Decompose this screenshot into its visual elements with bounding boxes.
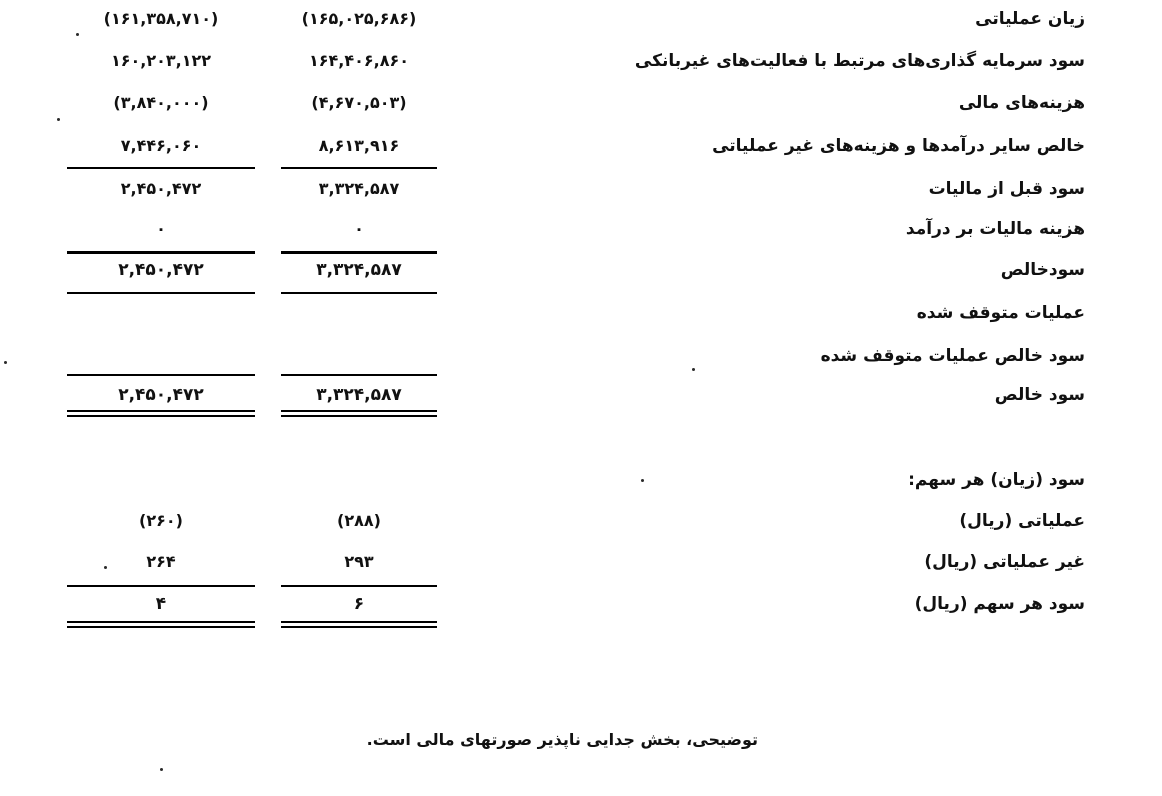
amount-left-col: (۲۶۰) <box>139 511 183 530</box>
row-label: سود سرمایه گذاری‌های مرتبط با فعالیت‌های غیربانکی <box>634 51 1085 71</box>
amount-middle-col: ۲۹۳ <box>344 552 374 571</box>
statement-row <box>0 49 1162 73</box>
amount-left-col: (۱۶۱,۳۵۸,۷۱۰) <box>103 9 219 28</box>
amount-middle-col: ۳,۳۲۴,۵۸۷ <box>316 385 402 405</box>
scan-artifact-dot <box>57 118 60 121</box>
statement-row <box>0 301 1162 325</box>
amount-left-col: ۰ <box>156 219 166 238</box>
statement-row <box>0 91 1162 115</box>
row-label: هزینه مالیات بر درآمد <box>905 219 1085 239</box>
amount-left-col: ۲,۴۵۰,۴۷۲ <box>118 385 204 405</box>
statement-row <box>0 550 1162 574</box>
statement-row <box>0 468 1162 492</box>
amount-left-col: ۲,۴۵۰,۴۷۲ <box>120 179 202 198</box>
row-label: سود خالص عملیات متوقف شده <box>820 346 1085 366</box>
row-label: سود قبل از مالیات <box>928 179 1085 199</box>
scan-artifact-dot <box>76 33 79 36</box>
scan-artifact-dot <box>160 768 163 771</box>
underline <box>67 251 255 254</box>
double-underline <box>281 410 437 417</box>
scan-artifact-dot <box>692 368 695 371</box>
underline <box>281 585 437 587</box>
amount-middle-col: ۰ <box>354 219 364 238</box>
statement-row <box>0 592 1162 616</box>
row-label: غیر عملیاتی (ریال) <box>924 552 1085 572</box>
scan-artifact-dot <box>104 566 107 569</box>
statement-row <box>0 509 1162 533</box>
amount-middle-col: ۸,۶۱۳,۹۱۶ <box>318 136 400 155</box>
statement-row <box>0 258 1162 282</box>
row-label: زیان عملیاتی <box>975 9 1085 29</box>
amount-middle-col: ۳,۳۲۴,۵۸۷ <box>318 179 400 198</box>
underline <box>67 167 255 169</box>
footer-note: توضیحی، بخش جدایی ناپذیر صورتهای مالی است. <box>366 730 758 749</box>
row-label: عملیاتی (ریال) <box>959 511 1085 531</box>
underline <box>67 585 255 587</box>
underline <box>281 292 437 294</box>
underline <box>281 251 437 254</box>
amount-middle-col: (۲۸۸) <box>337 511 381 530</box>
amount-left-col: ۴ <box>155 594 167 614</box>
statement-row <box>0 344 1162 368</box>
underline <box>281 167 437 169</box>
underline <box>281 374 437 376</box>
row-label: هزینه‌های مالی <box>958 93 1085 113</box>
amount-left-col: ۲۶۴ <box>146 552 176 571</box>
amount-left-col: (۳,۸۴۰,۰۰۰) <box>113 93 209 112</box>
amount-left-col: ۷,۴۴۶,۰۶۰ <box>120 136 202 155</box>
statement-row <box>0 134 1162 158</box>
double-underline <box>281 621 437 628</box>
amount-left-col: ۲,۴۵۰,۴۷۲ <box>118 260 204 280</box>
underline <box>67 292 255 294</box>
row-label: سود هر سهم (ریال) <box>914 594 1085 614</box>
double-underline <box>67 410 255 417</box>
row-label: خالص سایر درآمدها و هزینه‌های غیر عملیاتی <box>712 136 1085 156</box>
underline <box>67 374 255 376</box>
statement-row <box>0 383 1162 407</box>
scan-artifact-dot <box>4 361 7 364</box>
amount-middle-col: ۱۶۴,۴۰۶,۸۶۰ <box>308 51 410 70</box>
statement-row <box>0 7 1162 31</box>
amount-middle-col: ۶ <box>353 594 365 614</box>
statement-row <box>0 177 1162 201</box>
row-label: سود خالص <box>994 385 1085 405</box>
amount-middle-col: ۳,۳۲۴,۵۸۷ <box>316 260 402 280</box>
amount-middle-col: (۴,۶۷۰,۵۰۳) <box>311 93 407 112</box>
scan-artifact-dot <box>641 479 644 482</box>
double-underline <box>67 621 255 628</box>
amount-middle-col: (۱۶۵,۰۲۵,۶۸۶) <box>301 9 417 28</box>
statement-row <box>0 217 1162 241</box>
row-label: سود (زیان) هر سهم: <box>908 470 1085 490</box>
row-label: سودخالص <box>1000 260 1085 280</box>
row-label: عملیات متوقف شده <box>916 303 1085 323</box>
amount-left-col: ۱۶۰,۲۰۳,۱۲۲ <box>110 51 212 70</box>
